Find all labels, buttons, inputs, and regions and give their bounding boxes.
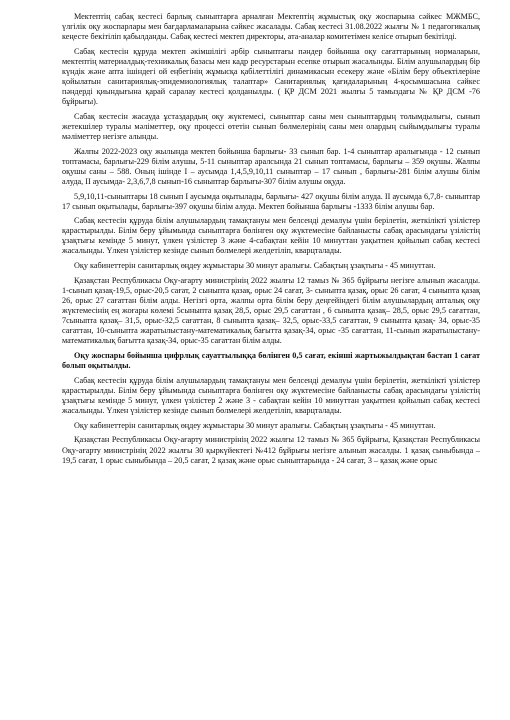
- paragraph-3: Сабақ кестесін жасауда ұстаздардың оқу жүктемесі, сыныптар саны мен сыныптардың толымдылығы, сынып жетекшілер туралы мәліметтер, оқу процессі өтетін сынып бөлмелерінің саны мен олардың сыйымдылығы туралы мәліметтер негізге алынды.: [62, 111, 480, 142]
- paragraph-4: Жалпы 2022-2023 оқу жылында мектеп бойынша барлығы- 33 сынып бар. 1-4 сыныптар аралығында - 12 сынып топтамасы, барлығы-229 білім алушы, 5-11 сыныптар аралсында 21 сынып топтамасы, барлығы – 359 оқушы. Жалпы оқушы саны – 588. Оның ішінде І – аусымда 1,4,5,9,10,11 сыныптар – 17 сынып , барлығы-281 білім алушы білім алуда, ІІ аусымда- 2,3,6,7,8 сынып-16 сыныптар барлығы-307 білім алушы оқуда.: [62, 146, 480, 186]
- paragraph-5: 5,9,10,11-сыныптары 18 сынып І аусымда оқытылады, барлығы- 427 оқушы білім алуда. ІІ аусымда 6,7,8- сыныптар 17 сынып оқытылады, барлығы-397 оқушы білім алуда. Мектеп бойынша барлығы -1333 білім алушы бар.: [62, 191, 480, 211]
- paragraph-10: Сабақ кестесін құруда білім алушылардың тамақтануы мен белсенді демалуы үшін берілетін, жеткілікті үзілістер қарастырылды. Білім беру ұйымында сыныптарға бөлінген оқу жүктемесіне байланысты сабақ арасындағы үзілістің ұзақтығы кемінде 5 минут, үлкен үзілістер 2 және 3 - сабақтан кейін 10 минуттан уақытпен қойылып сабақ кестесі жасалынды. Үлкен үзілістер кезінде сынып бөлмелері желдетіліп, кварцталады.: [62, 376, 480, 416]
- paragraph-11: Оқу кабинеттерін санитарлық өңдеу жұмыстары 30 минут аралығы. Сабақтың ұзақтығы - 45 минуттан.: [74, 420, 436, 430]
- paragraph-2: Сабақ кестесін құруда мектеп әкімшілігі әрбір сыныптағы пәндер бойынша оқу сағаттарының нормаларын, мектептің материалдық-техникалық базасы мен кадр ресурстарын есепке отырып жасалынды. Білім алушылардың бір күндік және апта ішіндегі ой еңбегінің жұмысқа қабілеттілігі динамикасын есекеру және «Білім беру объектілеріне қойылатын санитариялық-эпидемиологиялық талаптар» Санитариялық қағидаларының 4-қосымшасына сәйкес пәндерді қиындығына қарай саралау кестесі қолданылды. ( ҚР ДСМ 2021 жылғы 5 тамыздағы № ҚР ДСМ -76 бұйрығы).: [62, 46, 480, 107]
- paragraph-12: Қазақстан Республикасы Оқу-ағарту министрінің 2022 жылғы 12 тамыз № 365 бұйрығы, Қазақстан Республикасы Оқу-ағарту министрінің 2022 жылғы 30 қыркүйектегі №412 бұйрығы негізге алынып жасалды. 1 қазақ сыныбында – 19,5 сағат, 1 орыс сыныбында – 20,5 сағат, 2 қазақ және орыс сыныптарында - 24 сағат, 3 – қазақ және орыс: [62, 435, 480, 465]
- paragraph-7: Оқу кабинеттерін санитарлық өңдеу жұмыстары 30 минут аралығы. Сабақтың ұзақтығы - 45 минуттан.: [74, 261, 436, 271]
- paragraph-9-bold: Оқу жоспары бойынша цифрлық сауаттылыққа бөлінген 0,5 сағат, екінші жартыжылдықтан бастап 1 сағат болып оқытылды.: [62, 350, 480, 370]
- paragraph-1: Мектептің сабақ кестесі барлық сыныптарға арналған Мектептің жұмыстық оқу жоспарына сәйкес МЖМБС, үлгілік оқу жоспарлары мен бағдарламаларына сәйкес жасалады. Сабақ кестесі 31.08.2022 жылғы № 1 педагогикалық кеңесте бекітіліп қабылданды. Сабақ кестесі мектеп директоры, ата-аналар комитетімен келісе отырып бекітілді.: [62, 12, 480, 42]
- paragraph-8: Қазақстан Республикасы Оқу-ағарту министрінің 2022 жылғы 12 тамыз № 365 бұйрығы негізге алынып жасалды. 1-сынып қазақ-19,5, орыс-20,5 сағат, 2 сыныпта қазақ, орыс 24 сағат, 3- сыныпта қазақ, орыс 26 сағат, 4 сыныпта қазақ 26, орыс 27 сағаттан білім алды. Негізгі орта, жалпы орта білім беру деңгейіндегі білім алушылардың апталық оқу жүктемесінің ең жоғары көлемі 5сыныпта қазақ 28,5, орыс 29,5 сағаттан , 6 сыныпта қазақ– 28,5, орыс 29,5 сағаттан, 7сыныпта қазақ– 31,5, орыс-32,5 сағаттан, 8 сыныпта қазақ– 32,5, орыс-33,5 сағаттан, 9 сыныпта қазақ- 34, орыс-35 сағаттан, 10-сыныпта жаратылыстану-математикалық бағытта қазақ-34, орыс -35 сағаттан, 11-сынып жаратылыстану-математикалық бағытта қазақ-34, орыс-35 сағаттан білім алды.: [62, 275, 480, 346]
- paragraph-6: Сабақ кестесін құруда білім алушылардың тамақтануы мен белсенді демалуы үшін берілетін, жеткілікті үзілістер қарастырылды. Білім беру ұйымында сыныптарға бөлінген оқу жүктемесіне байланысты сабақ арасындағы үзілістің ұзақтығы кемінде 5 минут, үлкен үзілістер 3 және 4-сабақтан кейін 10 минуттан уақытпен қойылып сабақ кестесі жасалынды. Үлкен үзілістер кезінде сынып бөлмелері желдетіліп, кварцталады.: [62, 216, 480, 256]
